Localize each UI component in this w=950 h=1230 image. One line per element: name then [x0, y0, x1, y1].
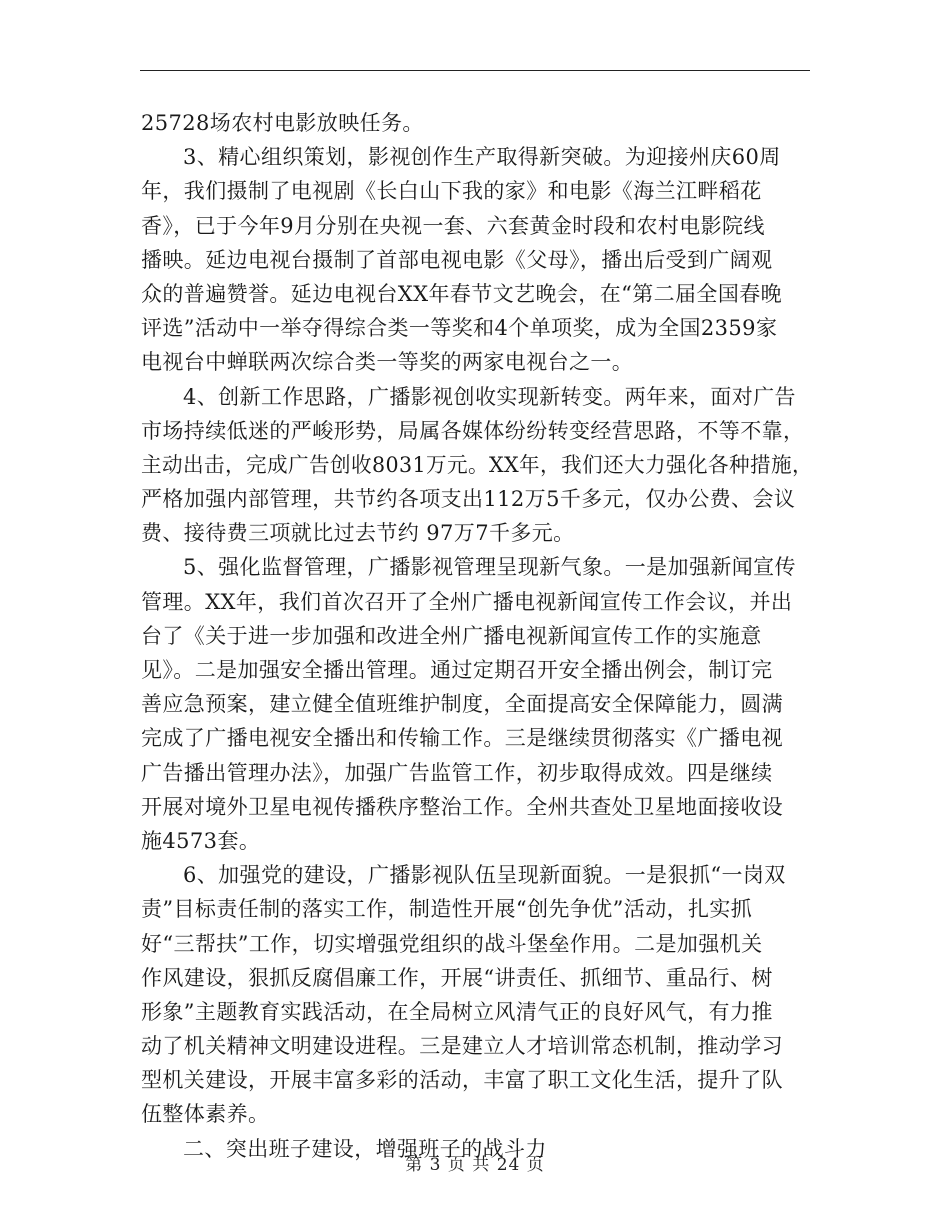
text-line: 作风建设，狠抓反腐倡廉工作，开展“讲责任、抓细节、重品行、树 [141, 965, 773, 990]
text-line: 好“三帮扶”工作，切实增强党组织的战斗堡垒作用。二是加强机关 [141, 931, 763, 956]
text-line: 形象”主题教育实践活动，在全局树立风清气正的良好风气，有力推 [141, 999, 773, 1024]
text-line: 二、突出班子建设，增强班子的战斗力 [183, 1136, 547, 1161]
text-line: 台了《关于进一步加强和改进全州广播电视新闻宣传工作的实施意 [141, 623, 762, 648]
text-line: 善应急预案，建立健全值班维护制度，全面提高安全保障能力，圆满 [141, 692, 783, 717]
text-line: 动了机关精神文明建设进程。三是建立人才培训常态机制，推动学习 [141, 1034, 783, 1059]
text-line: 4、创新工作思路，广播影视创收实现新转变。两年来，面对广告 [183, 384, 796, 409]
text-line: 3、精心组织策划，影视创作生产取得新突破。为迎接州庆60周 [183, 145, 781, 170]
text-line: 见》。二是加强安全播出管理。通过定期召开安全播出例会，制订完 [141, 658, 773, 682]
text-line: 评选”活动中一举夺得综合类一等奖和4个单项奖，成为全国2359家 [141, 316, 778, 341]
text-line: 年，我们摄制了电视剧《长白山下我的家》和电影《海兰江畔稻花 [141, 179, 762, 204]
text-line: 25728场农村电影放映任务。 [141, 111, 424, 135]
page-footer: 第 3 页 共 24 页 [405, 1155, 545, 1175]
text-line: 香》，已于今年9月分别在央视一套、六套黄金时段和农村电影院线 [141, 213, 765, 238]
text-line: 电视台中蝉联两次综合类一等奖的两家电视台之一。 [141, 350, 634, 375]
text-line: 责”目标责任制的落实工作，制造性开展“创先争优”活动，扎实抓 [141, 897, 753, 922]
text-line: 众的普遍赞誉。延边电视台XX年春节文艺晚会，在“第二届全国春晚 [141, 281, 783, 306]
text-line: 费、接待费三项就比过去节约 97万7千多元。 [141, 521, 575, 546]
text-line: 型机关建设，开展丰富多彩的活动，丰富了职工文化生活，提升了队 [141, 1068, 783, 1093]
text-line: 5、强化监督管理，广播影视管理呈现新气象。一是加强新闻宣传 [183, 555, 796, 580]
text-line: 严格加强内部管理，共节约各项支出112万5千多元，仅办公费、会议 [141, 487, 796, 512]
text-line: 主动出击，完成广告创收8031万元。XX年，我们还大力强化各种措施， [141, 452, 814, 477]
text-line: 广告播出管理办法》，加强广告监管工作，初步取得成效。四是继续 [141, 760, 773, 785]
document-body [141, 106, 813, 1166]
text-line: 完成了广播电视安全播出和传输工作。三是继续贯彻落实《广播电视 [141, 726, 783, 751]
text-line: 管理。XX年，我们首次召开了全州广播电视新闻宣传工作会议，并出 [141, 589, 793, 614]
text-line: 播映。延边电视台摄制了首部电视电影《父母》，播出后受到广阔观 [141, 247, 773, 272]
text-line: 伍整体素养。 [141, 1102, 270, 1127]
text-line: 市场持续低迷的严峻形势，局属各媒体纷纷转变经营思路，不等不靠， [141, 418, 805, 443]
text-line: 6、加强党的建设，广播影视队伍呈现新面貌。一是狠抓“一岗双 [183, 863, 786, 888]
text-line: 施4573套。 [141, 828, 261, 853]
header-rule [140, 70, 810, 71]
text-line: 开展对境外卫星电视传播秩序整治工作。全州共查处卫星地面接收设 [141, 794, 783, 819]
